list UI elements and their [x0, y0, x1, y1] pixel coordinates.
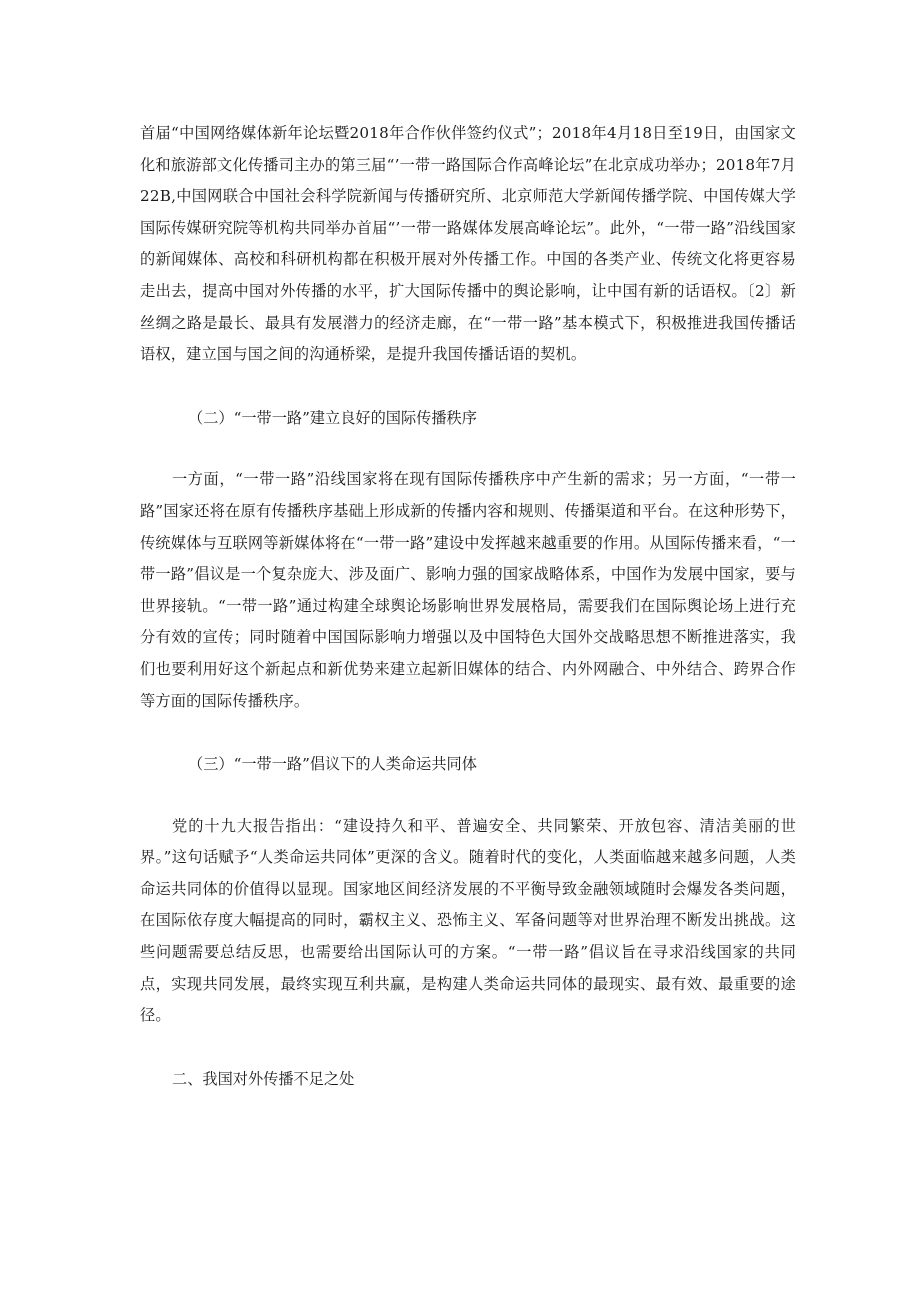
heading-international-order: （二）“一带一路”建立良好的国际传播秩序	[188, 408, 477, 427]
heading-section-two: 二、我国对外传播不足之处	[172, 1069, 355, 1088]
paragraph-international-order: 一方面，“一带一路”沿线国家将在现有国际传播秩序中产生新的需求；另一方面，“一带一路”国家还将在原有传播秩序基础上形成新的传播内容和规则、传播渠道和平台。在这种形势下，传统媒体与互联网等新媒体将在“一带一路”建设中发挥越来越重要的作用。从国际传播来看，“一带一路”倡议是一个复杂庞大、涉及面广、影响力强的国家战略体系，中国作为发展中国家，要与世界接轨。“一带一路”通过构建全球舆论场影响世界发展格局，需要我们在国际舆论场上进行充分有效的宣传；同时随着中国国际影响力增强以及中国特色大国外交战略思想不断推进落实，我们也要利用好这个新起点和新优势来建立起新旧媒体的结合、内外网融合、中外结合、跨界合作等方面的国际传播秩序。	[140, 470, 796, 710]
document-page	[140, 118, 796, 1095]
spacer	[140, 781, 796, 811]
spacer	[140, 717, 796, 749]
spacer	[140, 371, 796, 403]
spacer	[140, 434, 796, 464]
paragraph-community-shared-future: 党的十九大报告指出：“建设持久和平、普遍安全、共同繁荣、开放包容、清洁美丽的世界。”这句话赋予“人类命运共同体”更深的含义。随着时代的变化，人类面临越来越多问题，人类命运共同体的价值得以显现。国家地区间经济发展的不平衡导致金融领域随时会爆发各类问题，在国际依存度大幅提高的同时，霸权主义、恐怖主义、军备问题等对世界治理不断发出挑战。这些问题需要总结反思，也需要给出国际认可的方案。“一带一路”倡议旨在寻求沿线国家的共同点，实现共同发展，最终实现互利共赢，是构建人类命运共同体的最现实、最有效、最重要的途径。	[140, 816, 796, 1025]
heading-community-shared-future: （三）“一带一路”倡议下的人类命运共同体	[188, 755, 477, 774]
paragraph-forums: 首届“中国网络媒体新年论坛暨2018年合作伙伴签约仪式”；2018年4月18日至19日，由国家文化和旅游部文化传播司主办的第三届“’一带一路国际合作高峰论坛”在北京成功举办；2018年7月22B,中国网联合中国社会科学院新闻与传播研究所、北京师范大学新闻传播学院、中国传媒大学国际传媒研究院等机构共同举办首届“’一带一路媒体发展高峰论坛”。此外，“一带一路”沿线国家的新闻媒体、高校和科研机构都在积极开展对外传播工作。中国的各类产业、传统文化将更容易走出去，提高中国对外传播的水平，扩大国际传播中的舆论影响，让中国有新的话语权。〔2〕新丝绸之路是最长、最具有发展潜力的经济走廊，在“一带一路”基本模式下，积极推进我国传播话语权，建立国与国之间的沟通桥梁，是提升我国传播话语的契机。	[140, 124, 796, 364]
spacer	[140, 1032, 796, 1064]
